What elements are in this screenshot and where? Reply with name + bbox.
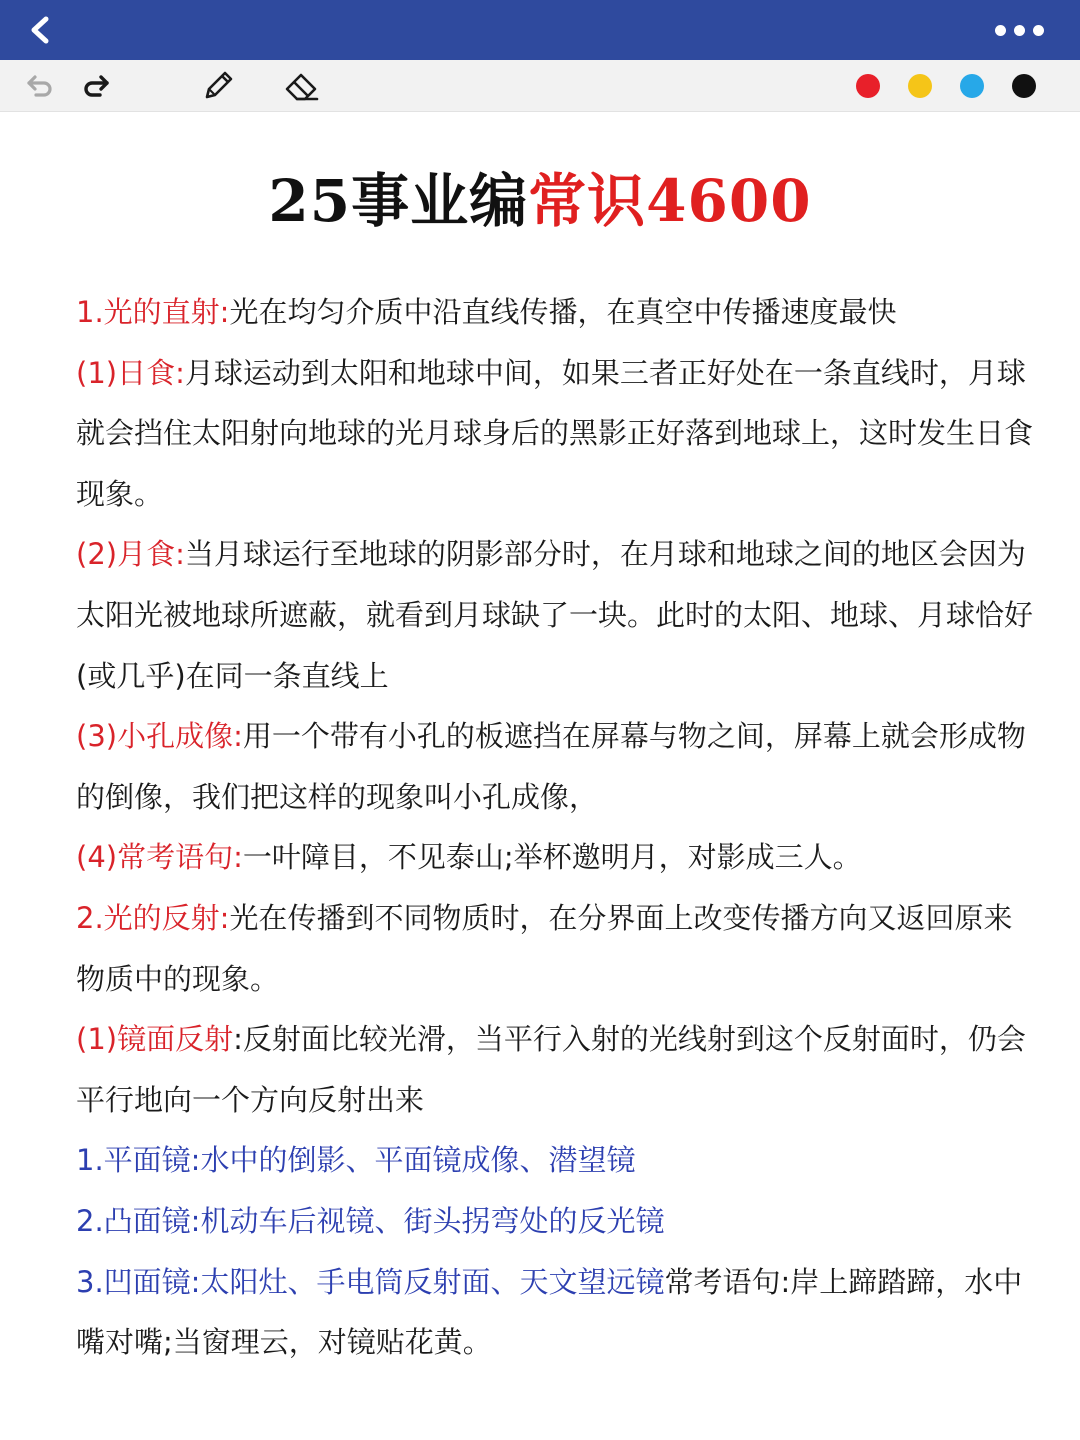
body-text: :反射面比较光滑，当平行入射的光线射到这个反射面时，仍会平行地向一个方向反射出来 [76, 1022, 1026, 1117]
body-text: 一叶障目，不见泰山;举杯邀明月，对影成三人。 [242, 840, 862, 875]
more-button[interactable] [995, 14, 1044, 46]
heading-text: (3)小孔成像: [76, 719, 243, 754]
more-dots-icon [995, 25, 1006, 36]
undo-icon [24, 70, 56, 102]
heading-text: (2)月食: [76, 537, 185, 572]
more-dots-icon [1033, 25, 1044, 36]
color-black-swatch[interactable] [1012, 74, 1036, 98]
back-button[interactable] [18, 8, 62, 52]
heading-text: 1.光的直射: [76, 295, 230, 329]
paragraph [76, 888, 1036, 1009]
title-part-red: 常识4600 [528, 167, 812, 235]
body-text: 月球运动到太阳和地球中间，如果三者正好处在一条直线时，月球就会挡住太阳射向地球的光月球身后的黑影正好落到地球上，这时发生日食现象。 [76, 355, 1034, 511]
body-text: 常考语句:岸上蹄踏蹄，水中嘴对嘴;当窗理云，对镜贴花黄。 [76, 1264, 1023, 1360]
paragraph [76, 282, 1036, 343]
top-bar [0, 0, 1080, 60]
paragraph [76, 343, 1036, 525]
paragraph [76, 827, 1036, 888]
heading-text: (1)镜面反射 [76, 1022, 234, 1057]
body-text: 光在均匀介质中沿直线传播，在真空中传播速度最快 [229, 295, 897, 329]
paragraph [76, 706, 1036, 827]
pencil-button[interactable] [198, 66, 238, 106]
eraser-icon [281, 67, 323, 105]
heading-text: (4)常考语句: [76, 840, 243, 875]
title-part-black: 25事业编 [268, 167, 529, 235]
paragraph [76, 524, 1036, 706]
body-text: 光在传播到不同物质时，在分界面上改变传播方向又返回原来物质中的现象。 [76, 900, 1013, 996]
pencil-icon [199, 67, 237, 105]
page-title [0, 165, 1080, 237]
paragraph [76, 1252, 1036, 1373]
example-text: 1.平面镜:水中的倒影、平面镜成像、潜望镜 [76, 1143, 636, 1178]
body-text: 用一个带有小孔的板遮挡在屏幕与物之间，屏幕上就会形成物的倒像，我们把这样的现象叫小孔成像， [76, 719, 1026, 814]
heading-text: 2.光的反射: [76, 900, 230, 935]
eraser-button[interactable] [280, 66, 324, 106]
color-red-swatch[interactable] [856, 74, 880, 98]
paragraph [76, 1130, 1036, 1191]
document-body [76, 282, 1036, 1373]
example-text: 3.凹面镜:太阳灶、手电筒反射面、天文望远镜 [76, 1264, 665, 1299]
example-text: 2.凸面镜:机动车后视镜、街头拐弯处的反光镜 [76, 1203, 665, 1238]
chevron-left-icon [25, 15, 55, 45]
body-text: 当月球运行至地球的阴影部分时，在月球和地球之间的地区会因为太阳光被地球所遮蔽，就看到月球缺了一块。此时的太阳、地球、月球恰好(或几乎)在同一条直线上 [76, 537, 1034, 693]
heading-text: (1)日食: [76, 355, 185, 390]
paragraph [76, 1191, 1036, 1252]
more-dots-icon [1014, 25, 1025, 36]
undo-button[interactable] [22, 68, 58, 104]
redo-button[interactable] [78, 68, 114, 104]
color-blue-swatch[interactable] [960, 74, 984, 98]
paragraph [76, 1009, 1036, 1130]
redo-icon [80, 70, 112, 102]
color-yellow-swatch[interactable] [908, 74, 932, 98]
